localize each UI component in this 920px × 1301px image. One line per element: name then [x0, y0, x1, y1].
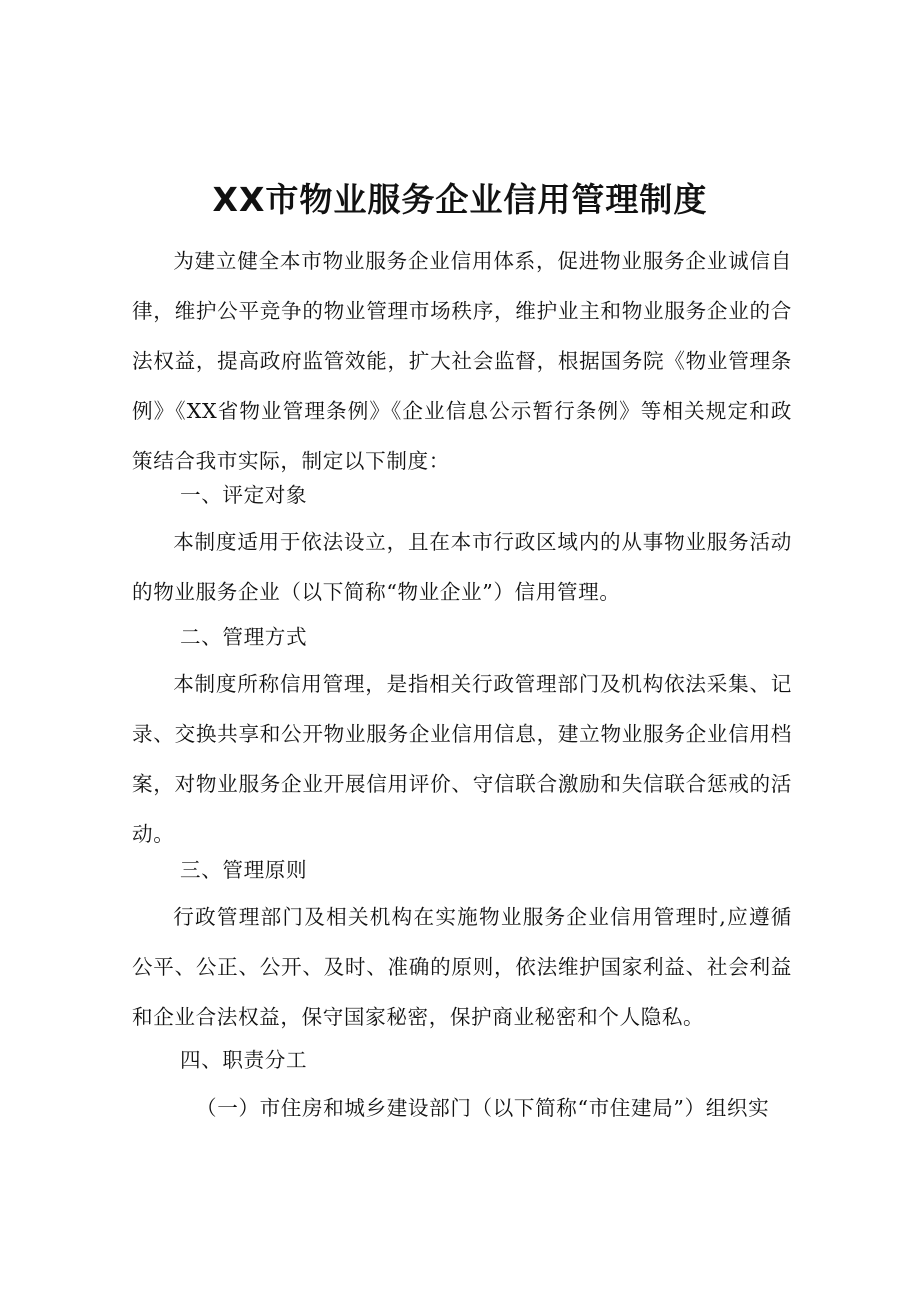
section-body-evaluation-target: 本制度适用于依法设立，且在本市行政区域内的从事物业服务活动的物业服务企业（以下简称“物业企业”）信用管理。	[132, 530, 792, 604]
duty-item-1: （一）市住房和城乡建设部门（以下简称“市住建局”）组织实	[196, 1096, 770, 1120]
document-title: XX市物业服务企业信用管理制度	[212, 180, 708, 219]
section-heading-division-of-duties: 四、职责分工	[180, 1048, 308, 1072]
section-heading-evaluation-target: 一、评定对象	[180, 483, 308, 507]
section-body-management-principle: 行政管理部门及相关机构在实施物业服务企业信用管理时,应遵循公平、公正、公开、及时、准确的原则，依法维护国家利益、社会利益和企业合法权益，保守国家秘密，保护商业秘密和个人隐私。	[132, 905, 792, 1029]
section-heading-management-principle: 三、管理原则	[180, 858, 308, 882]
section-body-management-method: 本制度所称信用管理，是指相关行政管理部门及机构依法采集、记录、交换共享和公开物业服务企业信用信息，建立物业服务企业信用档案，对物业服务企业开展信用评价、守信联合激励和失信联合惩戒的活动。	[132, 672, 792, 846]
intro-paragraph: 为建立健全本市物业服务企业信用体系，促进物业服务企业诚信自律，维护公平竞争的物业管理市场秩序，维护业主和物业服务企业的合法权益，提高政府监管效能，扩大社会监督，根据国务院《物业管理条例》《XX省物业管理条例》《企业信息公示暂行条例》等相关规定和政策结合我市实际，制定以下制度：	[132, 249, 792, 473]
section-heading-management-method: 二、管理方式	[180, 625, 308, 649]
